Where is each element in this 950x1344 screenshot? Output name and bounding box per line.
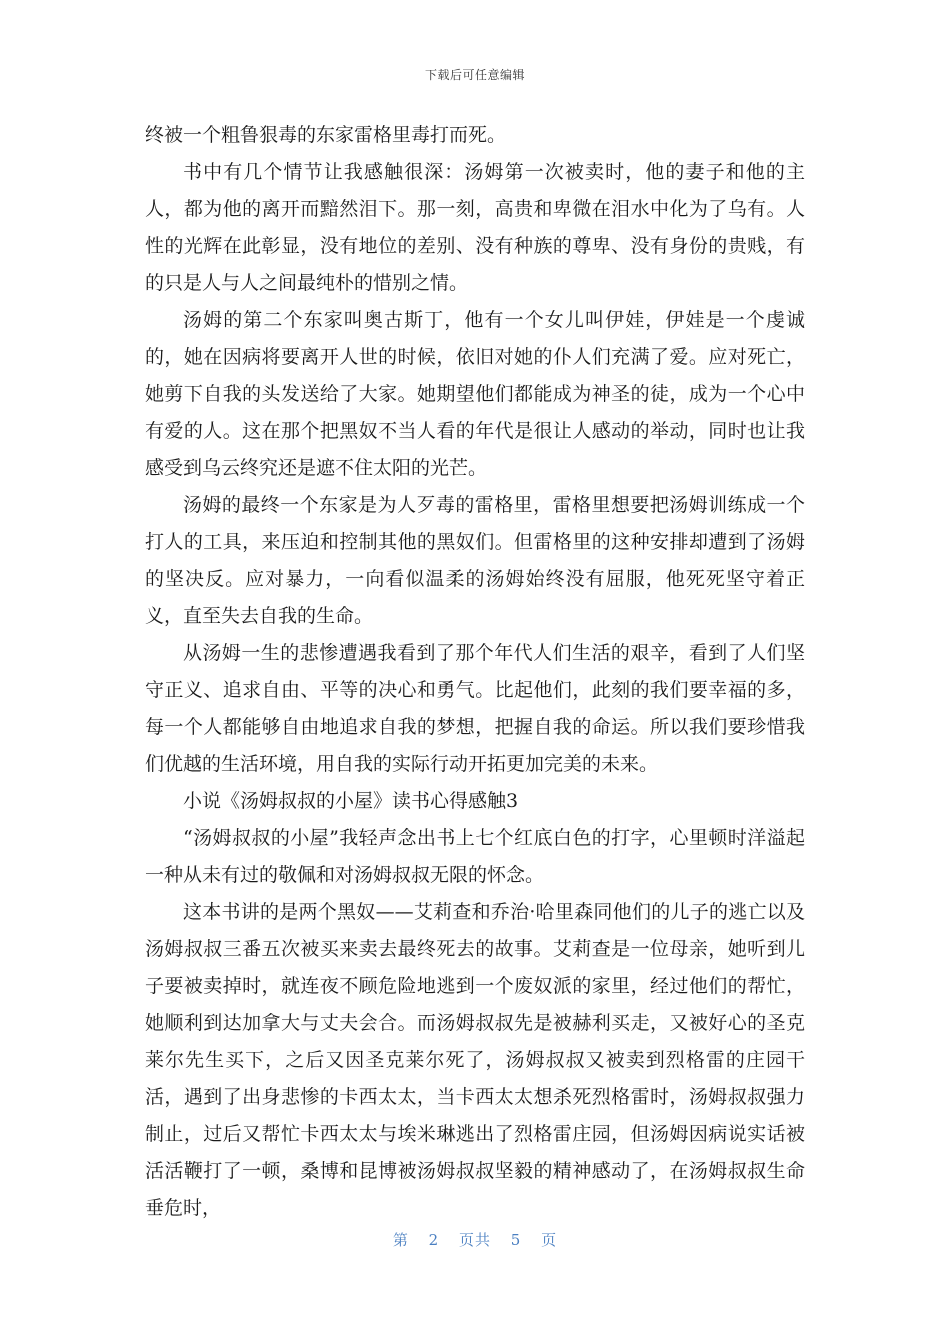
page-label-prefix: 第 [392, 1231, 409, 1249]
paragraph: 书中有几个情节让我感触很深：汤姆第一次被卖时，他的妻子和他的主人，都为他的离开而黯然泪下。那一刻，高贵和卑微在泪水中化为了乌有。人性的光辉在此彰显，没有地位的差别、没有种族的尊卑、没有身份的贵贱，有的只是人与人之间最纯朴的惜别之情。 [145, 161, 805, 294]
page-label-mid: 页共 [458, 1231, 491, 1249]
paragraph: 这本书讲的是两个黑奴——艾莉查和乔治·哈里森同他们的儿子的逃亡以及汤姆叔叔三番五次被买来卖去最终死去的故事。艾莉查是一位母亲，她听到儿子要被卖掉时，就连夜不顾危险地逃到一个废奴派的家里，经过他们的帮忙，她顺利到达加拿大与丈夫会合。而汤姆叔叔先是被赫利买走，又被好心的圣克莱尔先生买下，之后又因圣克莱尔死了，汤姆叔叔又被卖到烈格雷的庄园干活，遇到了出身悲惨的卡西太太，当卡西太太想杀死烈格雷时，汤姆叔叔强力制止，过后又帮忙卡西太太与埃米琳逃出了烈格雷庄园，但汤姆因病说实话被活活鞭打了一顿，桑博和昆博被汤姆叔叔坚毅的精神感动了，在汤姆叔叔生命垂危时， [145, 901, 805, 1219]
paragraph: 从汤姆一生的悲惨遭遇我看到了那个年代人们生活的艰辛，看到了人们坚守正义、追求自由、平等的决心和勇气。比起他们，此刻的我们要幸福的多，每一个人都能够自由地追求自我的梦想，把握自我的命运。所以我们要珍惜我们优越的生活环境，用自我的实际行动开拓更加完美的未来。 [145, 642, 805, 775]
page-current: 2 [428, 1231, 440, 1249]
page-total: 5 [510, 1231, 522, 1249]
page-header-note: 下载后可任意编辑 [424, 68, 525, 82]
page-label-suffix: 页 [541, 1231, 558, 1249]
section-heading: 小说《汤姆叔叔的小屋》读书心得感触3 [183, 790, 519, 812]
document-body [145, 117, 805, 1227]
paragraph: 汤姆的第二个东家叫奥古斯丁，他有一个女儿叫伊娃，伊娃是一个虔诚的，她在因病将要离开人世的时候，依旧对她的仆人们充满了爱。应对死亡，她剪下自我的头发送给了大家。她期望他们都能成为神圣的徒，成为一个心中有爱的人。这在那个把黑奴不当人看的年代是很让人感动的举动，同时也让我感受到乌云终究还是遮不住太阳的光芒。 [145, 309, 805, 479]
paragraph: 汤姆的最终一个东家是为人歹毒的雷格里，雷格里想要把汤姆训练成一个打人的工具，来压迫和控制其他的黑奴们。但雷格里的这种安排却遭到了汤姆的坚决反。应对暴力，一向看似温柔的汤姆始终没有屈服，他死死坚守着正义，直至失去自我的生命。 [145, 494, 805, 627]
paragraph: 终被一个粗鲁狠毒的东家雷格里毒打而死。 [145, 124, 507, 146]
page-number-footer [0, 1229, 950, 1250]
paragraph: “汤姆叔叔的小屋”我轻声念出书上七个红底白色的打字，心里顿时洋溢起一种从未有过的敬佩和对汤姆叔叔无限的怀念。 [145, 827, 805, 886]
